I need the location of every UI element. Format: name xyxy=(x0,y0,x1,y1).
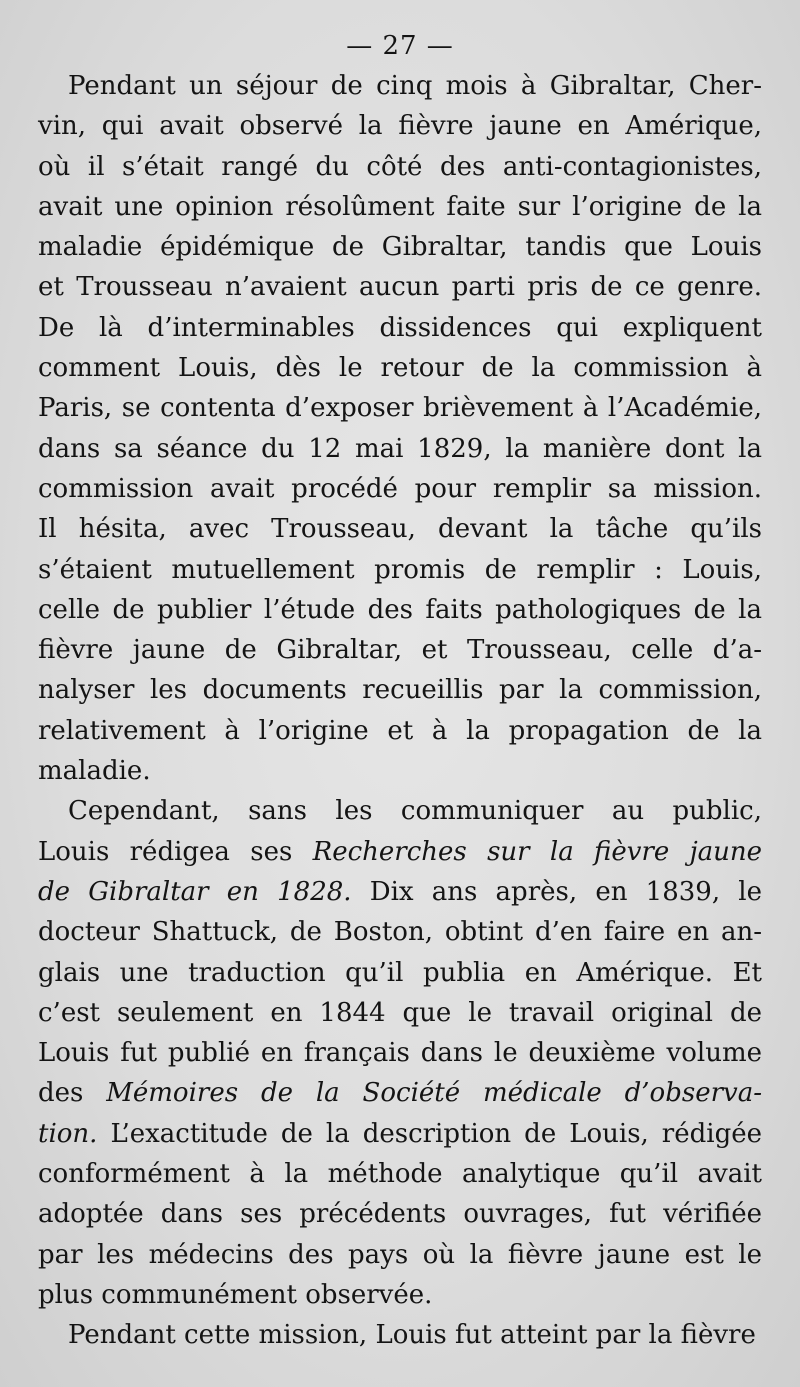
text-line: celle de publier l’étude des faits pathologiques de la xyxy=(38,594,762,625)
text-line: maladie. xyxy=(38,756,151,787)
text-line: plus communément observée. xyxy=(38,1279,433,1310)
text-line: et Trousseau n’avaient aucun parti pris de ce genre. xyxy=(38,272,762,303)
text-line: De là d’interminables dissidences qui expliquent xyxy=(38,312,762,343)
text-line: c’est seulement en 1844 que le travail original de xyxy=(38,997,762,1028)
text-line: conformément à la méthode analytique qu’il avait xyxy=(38,1159,762,1190)
text-line: avait une opinion résolûment faite sur l’origine de la xyxy=(38,191,762,222)
text-line: Pendant un séjour de cinq mois à Gibraltar, Cher- xyxy=(68,71,762,101)
paragraph xyxy=(38,791,762,1315)
paragraph xyxy=(38,1315,762,1355)
text-line: Pendant cette mission, Louis fut atteint par la fièvre xyxy=(68,1320,756,1351)
text-line: adoptée dans ses précédents ouvrages, fut vérifiée xyxy=(38,1199,762,1230)
paragraph xyxy=(38,66,762,791)
text-line: de Gibraltar en 1828. Dix ans après, en 1839, le xyxy=(38,876,762,907)
text-line: tion. L’exactitude de la description de Louis, rédigée xyxy=(38,1118,762,1149)
page-number: — 27 — xyxy=(346,31,454,61)
italic-title: Mémoires de la Société médicale d’observa- xyxy=(106,1078,762,1109)
text-line: fièvre jaune de Gibraltar, et Trousseau, celle d’a- xyxy=(38,635,762,666)
text-line: où il s’était rangé du côté des anti-contagionistes, xyxy=(38,151,762,182)
text-line: commission avait procédé pour remplir sa mission. xyxy=(38,473,762,504)
text-line: s’étaient mutuellement promis de remplir : Louis, xyxy=(38,554,762,585)
text-line: vin, qui avait observé la fièvre jaune en Amérique, xyxy=(38,111,762,142)
text-line: Louis rédigea ses Recherches sur la fièvre jaune xyxy=(38,836,763,867)
body-text xyxy=(38,66,762,1356)
text-line: dans sa séance du 12 mai 1829, la manière dont la xyxy=(38,433,762,464)
text-line: glais une traduction qu’il publia en Amérique. Et xyxy=(38,957,762,988)
text-line: par les médecins des pays où la fièvre jaune est le xyxy=(38,1239,762,1270)
italic-title: de Gibraltar en 1828. xyxy=(38,876,352,907)
text-line: nalyser les documents recueillis par la commission, xyxy=(38,675,762,706)
text-line: comment Louis, dès le retour de la commission à xyxy=(38,353,762,384)
italic-title: Recherches sur la fièvre jaune xyxy=(312,836,763,867)
text-line: Cependant, sans les communiquer au public, xyxy=(68,796,762,827)
text-line: des Mémoires de la Société médicale d’observa- xyxy=(38,1078,762,1109)
text-line: relativement à l’origine et à la propagation de la xyxy=(38,715,762,746)
text-line: Il hésita, avec Trousseau, devant la tâche qu’ils xyxy=(38,514,762,545)
text-line: docteur Shattuck, de Boston, obtint d’en faire en an- xyxy=(38,917,762,948)
text-line: Paris, se contenta d’exposer brièvement à l’Académie, xyxy=(38,393,762,424)
text-line: Louis fut publié en français dans le deuxième volume xyxy=(38,1038,762,1069)
italic-title: tion. xyxy=(38,1118,98,1149)
text-line: maladie épidémique de Gibraltar, tandis que Louis xyxy=(38,232,762,263)
